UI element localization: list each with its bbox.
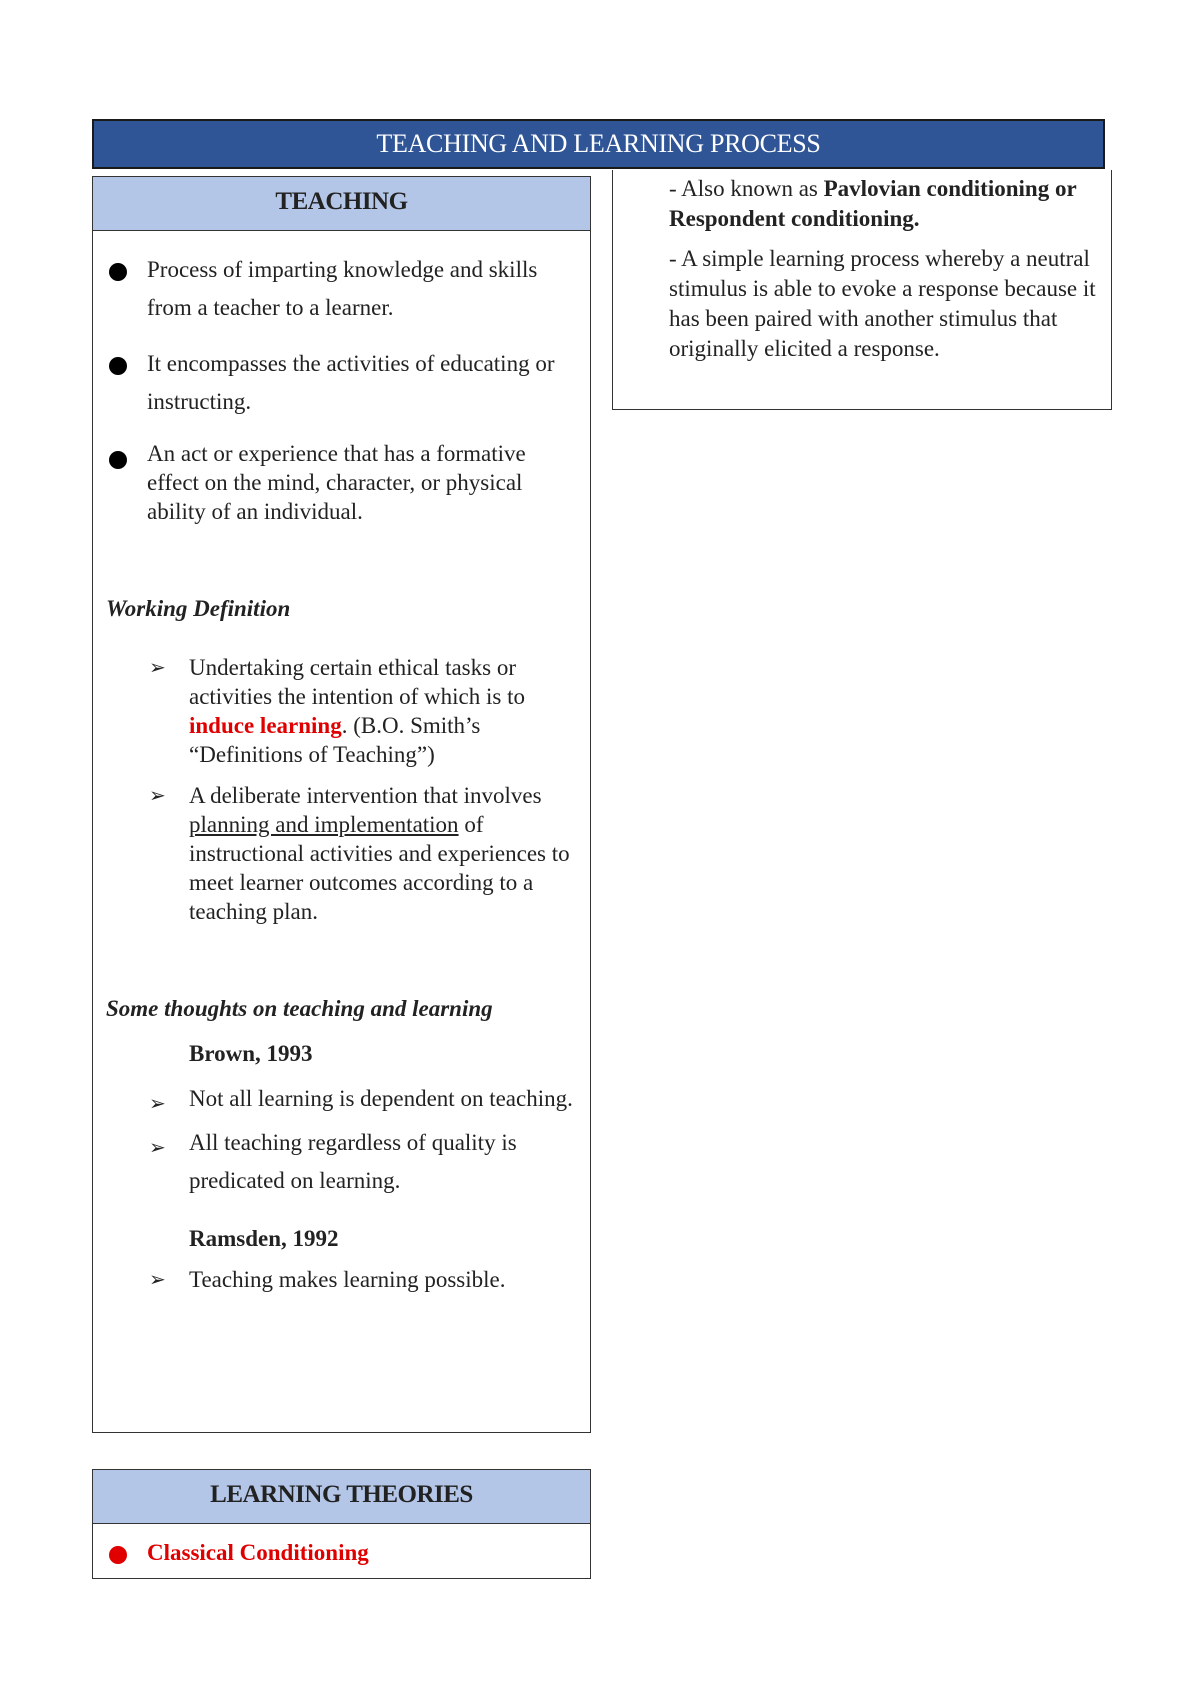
definition-item: ➢ Undertaking certain ethical tasks or activities the intention of which is to induce learning. (B.O. Smith’s “Definitions of Teaching”) [149,655,525,767]
bullet-icon [109,357,127,375]
arrow-bullet-icon: ➢ [149,783,166,807]
arrow-bullet-icon: ➢ [149,1135,166,1159]
thought-item: ➢ All teaching regardless of quality is predicated on learning. [149,1130,517,1193]
teaching-bullet-list [93,251,590,526]
bullet-icon [109,263,127,281]
author-citation: Ramsden, 1992 [189,1226,339,1251]
arrow-bullet-icon: ➢ [149,1091,166,1115]
thought-item: ➢ Not all learning is dependent on teaching. [93,1080,590,1118]
list-item: It encompasses the activities of educating or instructing. [93,345,590,421]
learning-theories-header: LEARNING THEORIES [93,1470,590,1524]
arrow-bullet-icon: ➢ [149,655,166,679]
bullet-icon [109,1546,127,1564]
page-title: TEACHING AND LEARNING PROCESS [376,129,821,158]
highlight-text: induce learning [189,713,342,738]
classical-conditioning-description [612,170,1112,410]
list-item: Classical Conditioning [93,1538,590,1567]
thoughts-heading: Some thoughts on teaching and learning [106,996,493,1021]
author-citation: Brown, 1993 [189,1041,313,1066]
working-definition-heading: Working Definition [106,596,291,621]
page-title-banner [92,119,1105,169]
learning-theories-section [92,1469,591,1579]
bullet-icon [109,451,127,469]
teaching-section [92,176,591,1433]
definition-item: ➢ A deliberate intervention that involves planning and implementation of instructional activities and experiences to meet learner outcomes according to a teaching plan. [149,783,570,924]
thought-item: ➢ Teaching makes learning possible. [149,1267,506,1292]
underlined-text: planning and implementation [189,812,459,837]
list-item: An act or experience that has a formative effect on the mind, character, or physical ability of an individual. [93,439,590,526]
teaching-header: TEACHING [93,177,590,231]
arrow-bullet-icon: ➢ [149,1267,166,1291]
list-item: Process of imparting knowledge and skills from a teacher to a learner. [93,251,590,327]
description-paragraph: - Also known as Pavlovian conditioning or Respondent conditioning. [669,176,1077,231]
description-paragraph: - A simple learning process whereby a neutral stimulus is able to evoke a response because it has been paired with another stimulus that originally elicited a response. [669,246,1096,361]
